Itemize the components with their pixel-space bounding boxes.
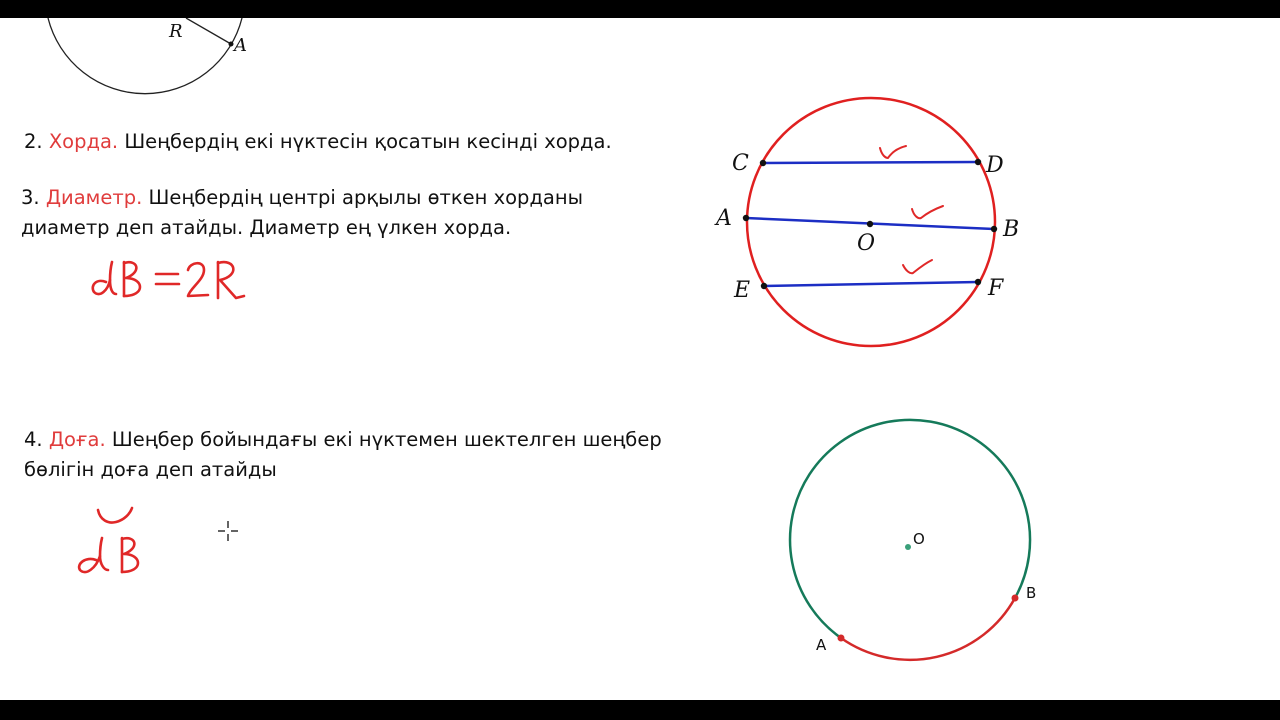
section-diameter [21,183,583,243]
minor-arc-red [841,598,1015,660]
major-arc-green [790,420,1030,638]
section-arc-line-1 [24,425,662,455]
section-arc [24,425,662,485]
label-f: F [988,276,1004,301]
label-o: O [857,231,876,256]
handwritten-formula [80,250,270,300]
point-a-dot [743,215,749,221]
label-o: O [913,530,925,548]
section-chord-term: Хорда. [48,130,119,153]
center-o-dot [905,544,911,550]
point-e-dot [761,283,767,289]
lesson-page [0,18,1280,700]
point-a-label: A [234,35,247,56]
section-chord-number: 2. [24,130,43,153]
checkmark-icon [880,146,906,158]
label-a: A [816,636,827,654]
radius-label: R [169,21,183,42]
label-b: B [1003,217,1020,242]
section-chord-text: Шеңбердің екі нүктесін қосатын кесінді хорда. [124,130,612,153]
label-a: A [716,206,732,231]
crosshair-cursor-icon [216,519,240,543]
point-f-dot [975,279,981,285]
label-b: B [1026,584,1037,602]
label-e: E [734,278,751,303]
section-arc-text-1: Шеңбер бойындағы екі нүктемен шектелген шеңбер [111,428,662,451]
point-d-dot [975,159,981,165]
point-a-dot [229,42,234,47]
checkmark-icon [912,206,943,218]
arc-figure [760,418,1080,678]
section-arc-number: 4. [24,428,43,451]
section-chord [24,127,612,157]
section-diameter-term: Диаметр. [45,186,143,209]
top-circle-arc [48,18,242,94]
label-d: D [986,153,1004,178]
point-b-dot [1012,595,1019,602]
handwritten-arc-notation [70,504,160,580]
checkmark-icon [903,260,932,273]
label-c: C [732,151,749,176]
radius-segment [186,18,231,44]
chord-cd [763,162,978,163]
section-arc-term: Доға. [48,428,106,451]
section-arc-line-2: бөлігін доға деп атайды [24,458,277,481]
section-diameter-number: 3. [21,186,40,209]
point-a-dot [838,635,845,642]
top-circle-figure [0,18,320,108]
section-diameter-line-1 [21,183,583,213]
point-b-dot [991,226,997,232]
chord-ef [764,282,978,286]
point-c-dot [760,160,766,166]
chord-diameter-figure [700,88,1060,368]
section-diameter-text-1: Шеңбердің центрі арқылы өткен хорданы [148,186,584,209]
section-diameter-line-2: диаметр деп атайды. Диаметр ең үлкен хорда. [21,216,512,239]
point-o-dot [867,221,873,227]
